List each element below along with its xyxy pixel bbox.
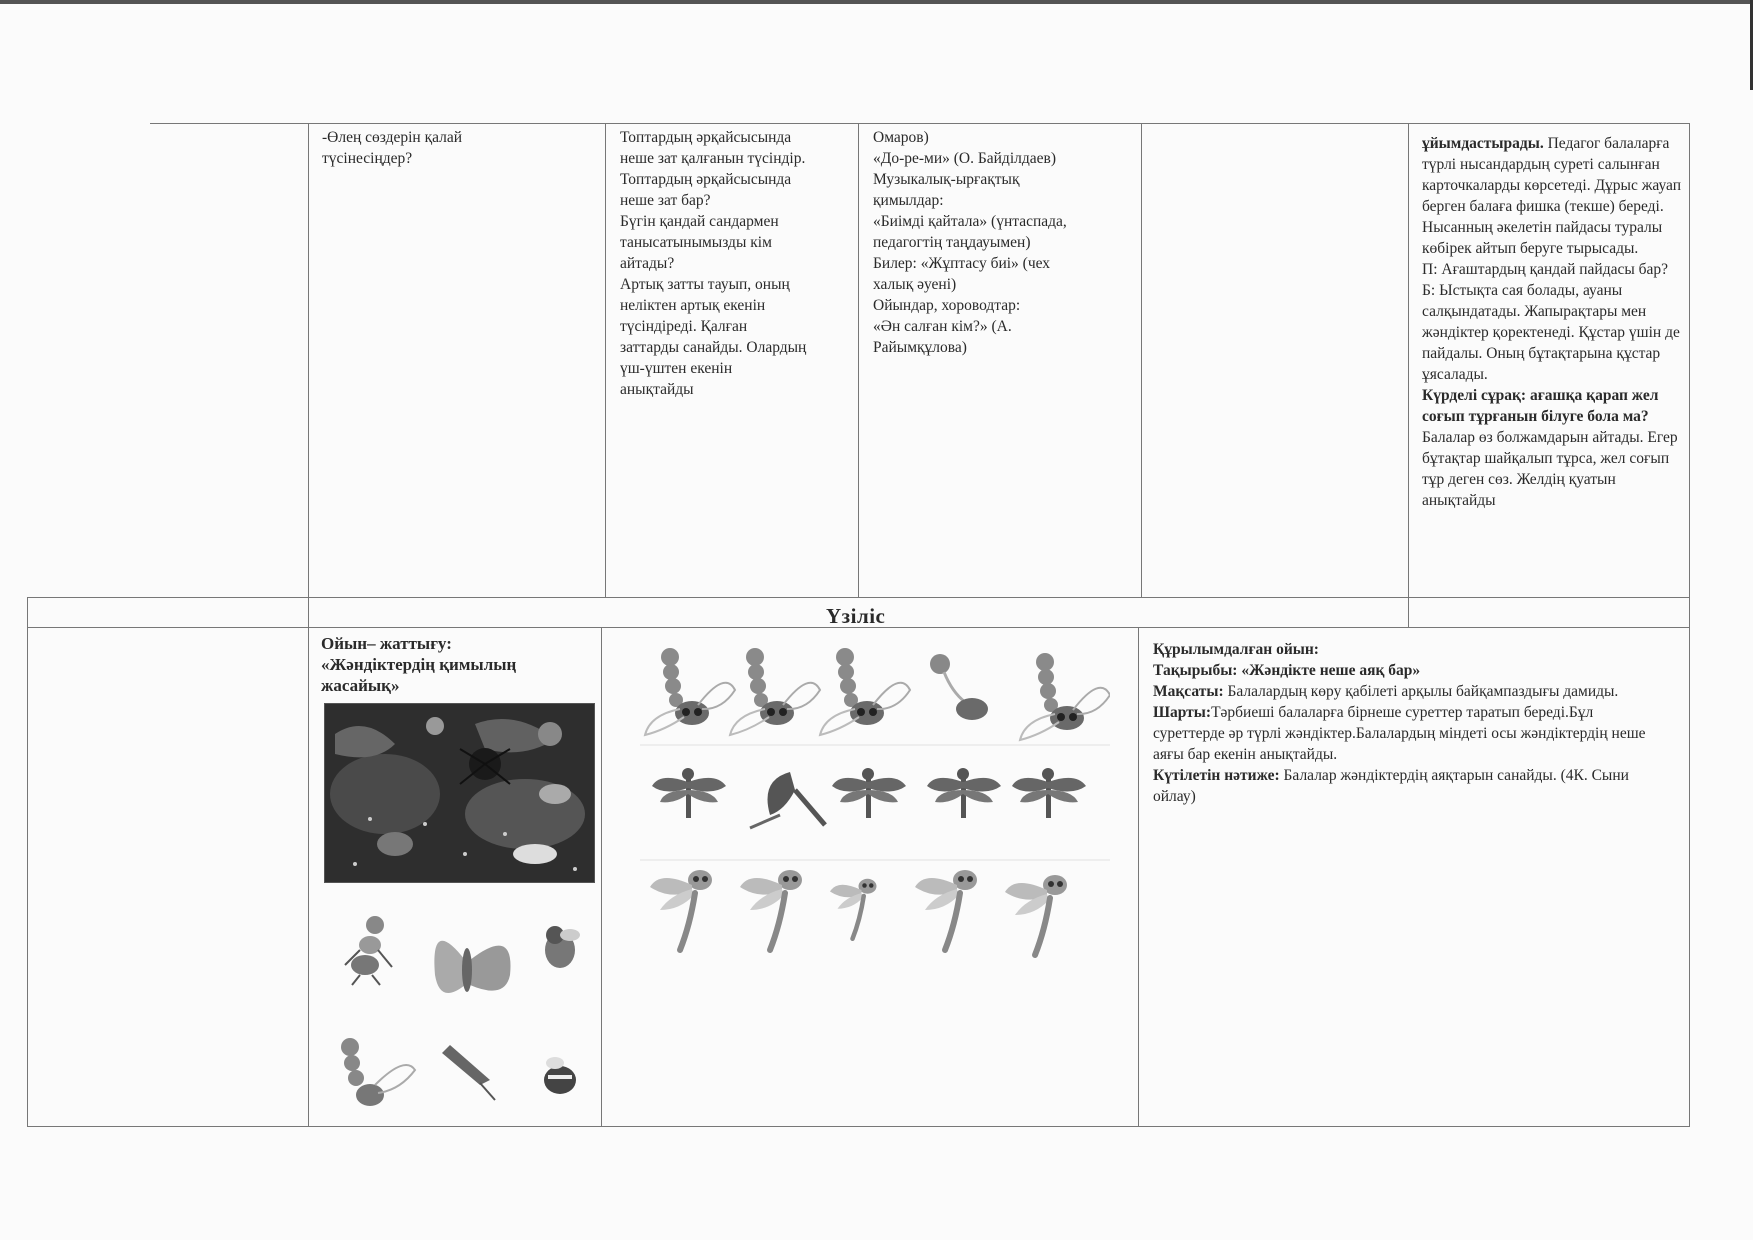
organizes-text: Педагог балаларға түрлі нысандардың суреті салынған карточкаларды көрсетеді. Дұрыс жауап берген балаға фишка (текше) береді. Нысанның әкелетін пайдасы туралы көбірек айтып беруге тырысады. — [1422, 135, 1682, 257]
insects-illustration-art — [325, 704, 594, 882]
structured-game-title: Құрылымдалған ойын: — [1153, 641, 1319, 658]
counting-activity-cell: Топтардың әрқайсысында неше зат қалғанын түсіндір. Топтардың әрқайсысында неше зат бар? Бүгін қандай сандармен танысатынымызды кім айтады? Артық затты тауып, оның неліктен артық екенін түсіндіреді. Қалған заттарды санайды. Олардың үш-үштен екенін анықтайды — [620, 129, 807, 398]
bee-icon-1 — [545, 926, 580, 968]
music-activity-cell: Омаров) «До-ре-ми» (О. Байділдаев) Музыкалық-ырғақтық қимылдар: «Биімді қайтала» (үнтаспада, педагогтің таңдауымен) Билер: «Жұптасу биі» (чех халық әуені) Ойындар, хороводтар: «Ән салған кім?» (А. Райымқұлова) — [873, 129, 1067, 356]
children-answer: Б: Ыстықта сая болады, ауаны салқындатады. Жапырақтары мен жәндіктер қоректенеді. Құстар үшін де пайдалы. Оның бұтақтарына құстар ұясалады. — [1422, 282, 1680, 383]
dragonfly-row-3 — [650, 870, 1067, 955]
grasshopper-icon — [442, 1045, 495, 1100]
organizes-bold: ұйымдастырады. — [1422, 135, 1544, 152]
complex-question-bold: Күрделі сұрақ: ағашқа қарап жел соғып тұрғанын білуге бола ма? — [1422, 387, 1659, 425]
small-insects-set — [330, 905, 600, 1125]
dragonfly-row-1 — [645, 648, 1110, 740]
goal-label: Мақсаты: — [1153, 683, 1224, 700]
teacher-question: П: Ағаштардың қандай пайдасы бар? — [1422, 261, 1669, 278]
game-exercise-title: Ойын– жаттығу: «Жәндіктердің қимылың жасайық» — [321, 634, 517, 695]
dragonflies-grid — [640, 640, 1110, 970]
scan-top-edge — [0, 0, 1753, 4]
topic-label: Тақырыбы: — [1153, 662, 1238, 679]
structured-game-cell — [1153, 639, 1653, 807]
butterfly-icon — [434, 941, 510, 993]
dragonfly-icon-small — [341, 1038, 415, 1106]
bee-icon-2 — [544, 1057, 576, 1094]
pause-heading: Үзіліс — [826, 604, 886, 628]
conditions-text: Тәрбиеші балаларға бірнеше суреттер таратып береді.Бұл суреттерде әр түрлі жәндіктер.Балалардың міндеті осы жәндіктердің неше аяғы бар екенін анықтайды. — [1153, 704, 1646, 763]
result-label: Күтілетін нәтиже: — [1153, 767, 1280, 784]
insects-illustration — [324, 703, 595, 883]
trees-discussion-cell — [1422, 133, 1684, 511]
goal-text: Балалардың көру қабілеті арқылы байқампаздығы дамиды. — [1223, 683, 1619, 700]
conditions-label: Шарты: — [1153, 704, 1212, 721]
ant-icon — [345, 916, 392, 985]
complex-question-text: Балалар өз болжамдарын айтады. Егер бұтақтар шайқалып тұрса, жел соғып тұр деген сөз. Желдің қуатын анықтайды — [1422, 429, 1678, 509]
result-text: Балалар жәндіктердің аяқтарын санайды. (4К. Сыни ойлау) — [1153, 767, 1629, 805]
questions-cell: -Өлең сөздерін қалай түсінесіңдер? — [322, 129, 463, 167]
topic-text: «Жәндікте неше аяқ бар» — [1237, 662, 1421, 679]
dragonfly-row-2 — [652, 768, 1086, 828]
